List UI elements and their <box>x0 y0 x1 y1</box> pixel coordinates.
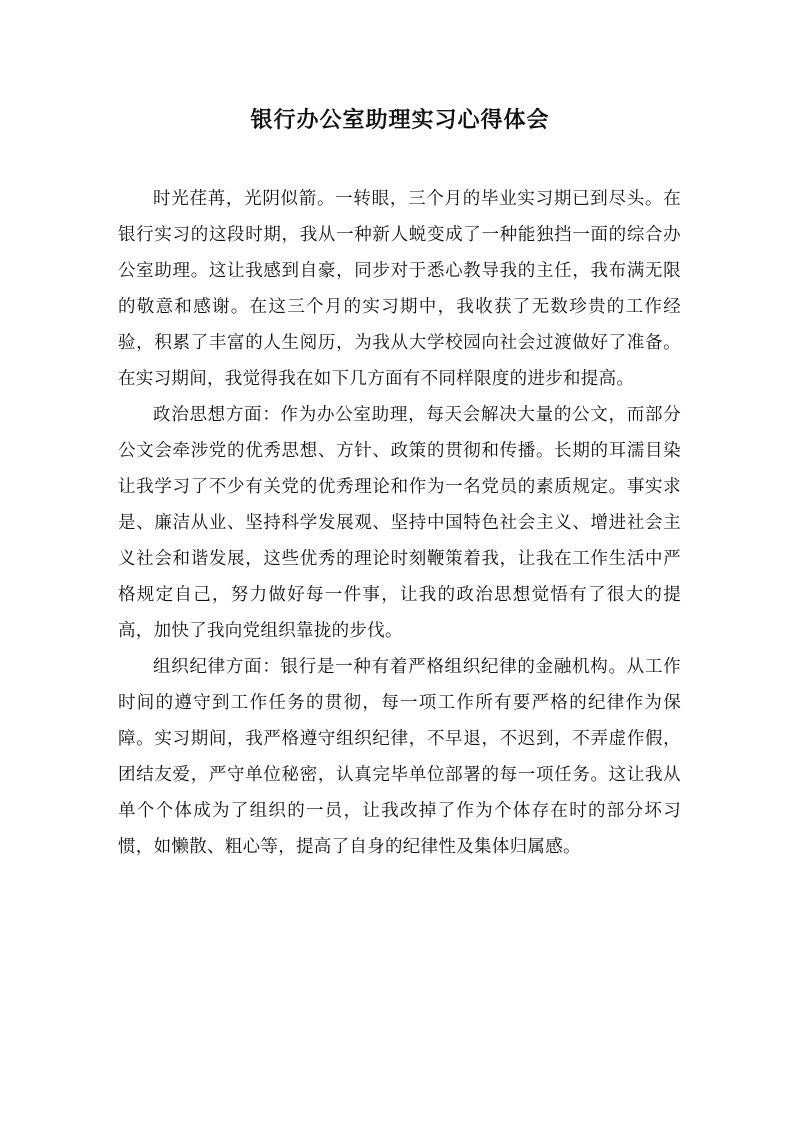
paragraph-political-thought: 政治思想方面：作为办公室助理，每天会解决大量的公文，而部分公文会牵涉党的优秀思想、方针、政策的贯彻和传播。长期的耳濡目染让我学习了不少有关党的优秀理论和作为一名党员的素质规定。事实求是、廉洁从业、坚持科学发展观、坚持中国特色社会主义、增进社会主义社会和谐发展，这些优秀的理论时刻鞭策着我，让我在工作生活中严格规定自己，努力做好每一件事，让我的政治思想觉悟有了很大的提高，加快了我向党组织靠拢的步伐。 <box>118 405 681 641</box>
paragraph-intro: 时光荏苒，光阴似箭。一转眼，三个月的毕业实习期已到尽头。在银行实习的这段时期，我从一种新人蜕变成了一种能独挡一面的综合办公室助理。这让我感到自豪，同步对于悉心教导我的主任，我布满无限的敬意和感谢。在这三个月的实习期中，我收获了无数珍贵的工作经验，积累了丰富的人生阅历，为我从大学校园向社会过渡做好了准备。在实习期间，我觉得我在如下几方面有不同样限度的进步和提高。 <box>118 189 681 389</box>
document-body <box>118 181 681 865</box>
paragraph-organizational-discipline: 组织纪律方面：银行是一种有着严格组织纪律的金融机构。从工作时间的遵守到工作任务的贯彻，每一项工作所有要严格的纪律作为保障。实习期间，我严格遵守组织纪律，不早退，不迟到，不弄虚作假，团结友爱，严守单位秘密，认真完毕单位部署的每一项任务。这让我从单个个体成为了组织的一员，让我改掉了作为个体存在时的部分坏习惯，如懒散、粗心等，提高了自身的纪律性及集体归属感。 <box>118 657 681 857</box>
document-title: 银行办公室助理实习心得体会 <box>250 107 550 133</box>
